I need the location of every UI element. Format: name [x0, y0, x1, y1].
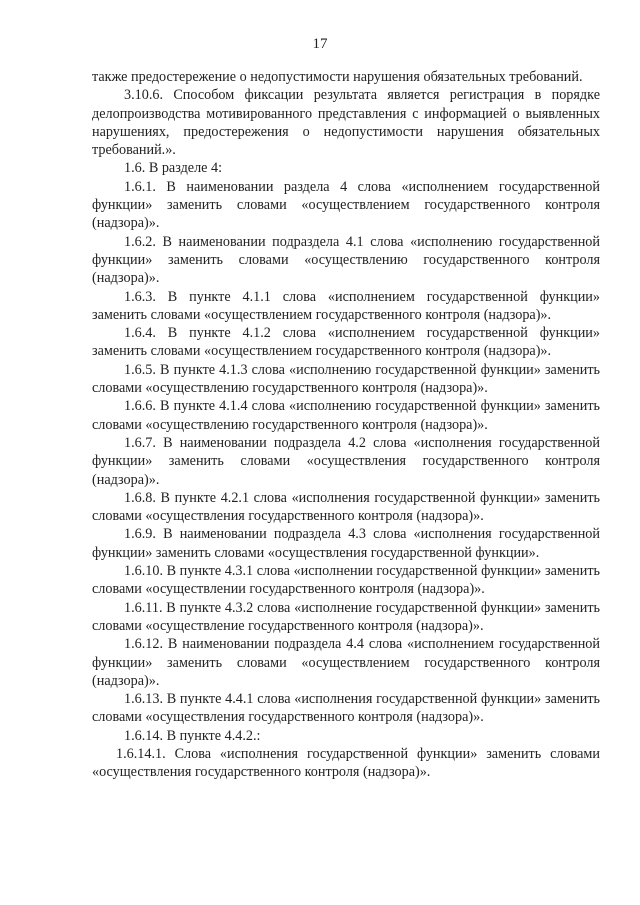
- paragraph: 1.6.13. В пункте 4.4.1 слова «исполнения государственной функции» заменить словами «осуществления государственного контроля (надзора)».: [92, 691, 600, 726]
- paragraph: 3.10.6. Способом фиксации результата является регистрация в порядке делопроизводства мотивированного представления с информацией о выявленных нарушениях, предостережения о недопустимости нарушения обязательных требований.».: [92, 87, 600, 159]
- paragraph: 1.6. В разделе 4:: [124, 160, 223, 177]
- paragraph: 1.6.7. В наименовании подраздела 4.2 слова «исполнения государственной функции» заменить словами «осуществления государственного контроля (надзора)».: [92, 434, 600, 488]
- paragraph: 1.6.11. В пункте 4.3.2 слова «исполнение государственной функции» заменить словами «осуществление государственного контроля (надзора)».: [92, 599, 600, 634]
- paragraph: 1.6.14. В пункте 4.4.2.:: [124, 727, 261, 744]
- paragraph: 1.6.6. В пункте 4.1.4 слова «исполнению государственной функции» заменить словами «осуществлению государственного контроля (надзора)».: [92, 398, 600, 433]
- document-body: [92, 68, 600, 782]
- paragraph: 1.6.12. В наименовании подраздела 4.4 слова «исполнением государственной функции» заменить словами «осуществлением государственного контроля (надзора)».: [92, 636, 600, 689]
- paragraph: также предостережение о недопустимости нарушения обязательных требований.: [92, 69, 583, 85]
- paragraph: 1.6.4. В пункте 4.1.2 слова «исполнением государственной функции» заменить словами «осуществлением государственного контроля (надзора)».: [92, 325, 600, 360]
- page-number: 17: [312, 36, 328, 52]
- paragraph: 1.6.9. В наименовании подраздела 4.3 слова «исполнения государственной функции» заменить словами «осуществления государственной функции».: [92, 526, 600, 561]
- paragraph: 1.6.8. В пункте 4.2.1 слова «исполнения государственной функции» заменить словами «осуществления государственного контроля (надзора)».: [92, 489, 600, 525]
- paragraph: 1.6.5. В пункте 4.1.3 слова «исполнению государственной функции» заменить словами «осуществлению государственного контроля (надзора)».: [92, 361, 600, 397]
- paragraph: 1.6.2. В наименовании подраздела 4.1 слова «исполнению государственной функции» заменить словами «осуществлению государственного контроля (надзора)».: [92, 233, 600, 287]
- paragraph: 1.6.1. В наименовании раздела 4 слова «исполнением государственной функции» заменить словами «осуществлением государственного контроля (надзора)».: [92, 178, 600, 232]
- paragraph: 1.6.14.1. Слова «исполнения государственной функции» заменить словами «осуществления государственного контроля (надзора)».: [92, 745, 600, 781]
- paragraph: 1.6.10. В пункте 4.3.1 слова «исполнении государственной функции» заменить словами «осуществлении государственного контроля (надзора)».: [92, 563, 600, 598]
- paragraph: 1.6.3. В пункте 4.1.1 слова «исполнением государственной функции» заменить словами «осуществлением государственного контроля (надзора)».: [92, 288, 600, 323]
